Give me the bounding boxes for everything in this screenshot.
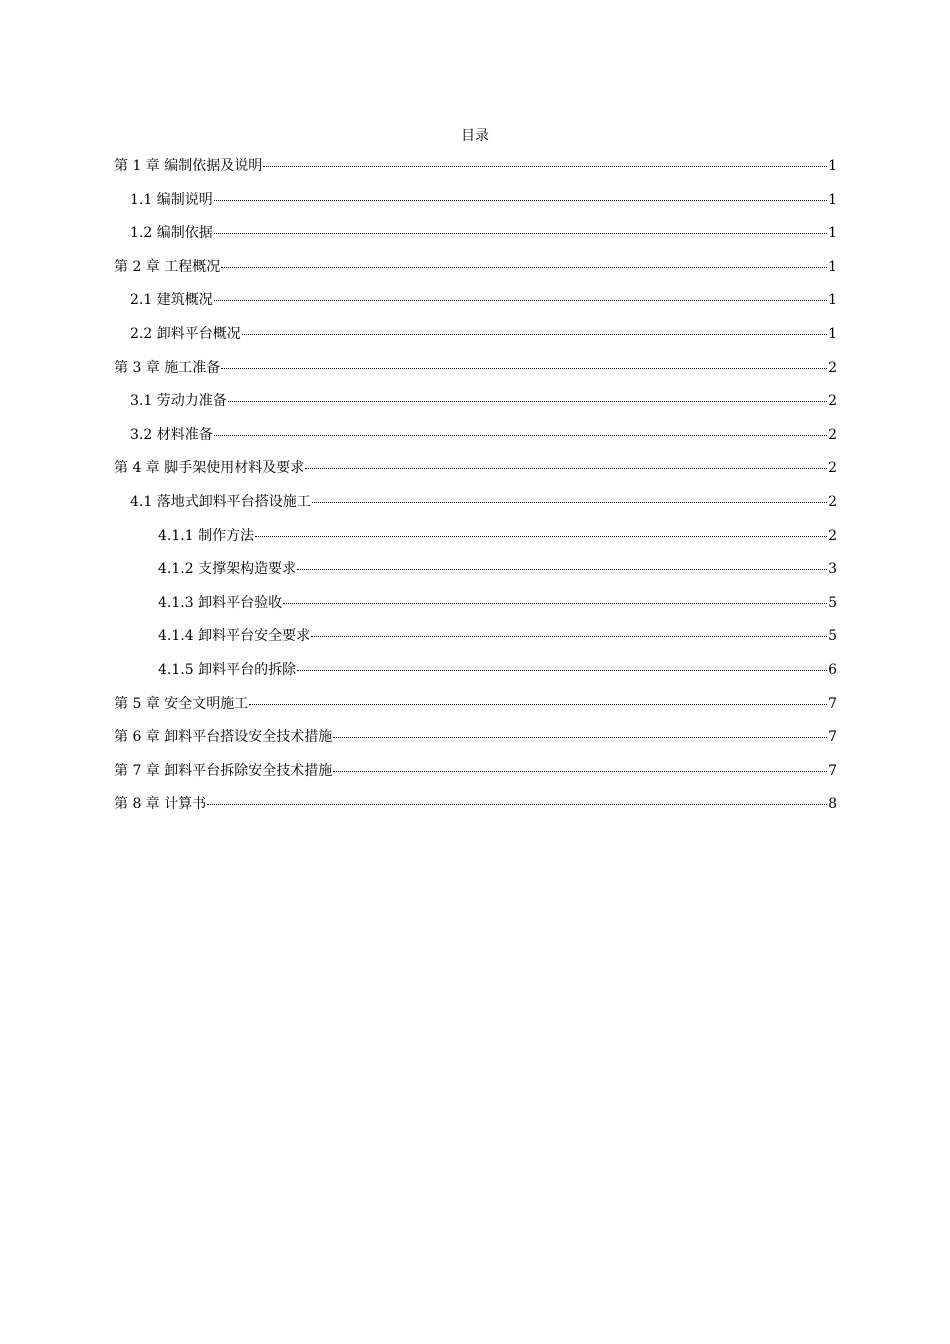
toc-page-number: 5 bbox=[828, 628, 837, 645]
toc-dot-leader bbox=[214, 300, 827, 301]
toc-entry-text: 1.1 编制说明 bbox=[130, 191, 213, 208]
toc-dot-leader bbox=[312, 502, 827, 503]
toc-entry[interactable] bbox=[114, 526, 837, 560]
toc-page-number: 1 bbox=[828, 258, 837, 275]
toc-entry-text: 4.1.1 制作方法 bbox=[158, 527, 255, 544]
toc-page-number: 1 bbox=[828, 325, 837, 342]
toc-entry[interactable] bbox=[114, 257, 837, 291]
toc-dot-leader bbox=[221, 368, 827, 369]
toc-page-number: 1 bbox=[828, 191, 837, 208]
toc-dot-leader bbox=[333, 771, 827, 772]
toc-entry-text: 第 8 章 计算书 bbox=[114, 796, 207, 813]
toc-page-number: 8 bbox=[828, 796, 837, 813]
toc-entry[interactable] bbox=[114, 559, 837, 593]
toc-entry[interactable] bbox=[114, 190, 837, 224]
toc-dot-leader bbox=[221, 267, 827, 268]
toc-entry[interactable] bbox=[114, 425, 837, 459]
toc-entry[interactable] bbox=[114, 223, 837, 257]
toc-entry-text: 第 1 章 编制依据及说明 bbox=[114, 158, 263, 174]
toc-page-number: 2 bbox=[828, 359, 837, 376]
toc-entry[interactable] bbox=[114, 727, 837, 761]
toc-dot-leader bbox=[214, 435, 827, 436]
toc-page-number: 3 bbox=[828, 561, 837, 578]
toc-entry-text: 1.2 编制依据 bbox=[130, 225, 213, 242]
toc-entry-text: 4.1.3 卸料平台验收 bbox=[158, 594, 283, 611]
toc-dot-leader bbox=[283, 603, 827, 604]
toc-page-number: 7 bbox=[828, 695, 837, 712]
toc-entry-text: 第 3 章 施工准备 bbox=[114, 359, 221, 376]
toc-page-number: 2 bbox=[828, 493, 837, 510]
toc-entry[interactable] bbox=[114, 458, 837, 492]
toc-entry[interactable] bbox=[114, 290, 837, 324]
toc-entry-text: 4.1.2 支撑架构造要求 bbox=[158, 561, 297, 578]
toc-dot-leader bbox=[333, 737, 827, 738]
toc-entry[interactable] bbox=[114, 626, 837, 660]
toc-entry-text: 3.1 劳动力准备 bbox=[130, 393, 227, 410]
toc-page-number: 2 bbox=[828, 393, 837, 410]
toc-dot-leader bbox=[255, 536, 827, 537]
toc-page-number: 2 bbox=[828, 460, 837, 477]
toc-entry[interactable] bbox=[114, 358, 837, 392]
toc-page-number: 6 bbox=[828, 661, 837, 678]
toc-entry[interactable] bbox=[114, 593, 837, 627]
toc-title: 目录 bbox=[461, 128, 489, 144]
toc-entry-text: 2.1 建筑概况 bbox=[130, 292, 213, 309]
toc-entry[interactable] bbox=[114, 324, 837, 358]
toc-entry[interactable] bbox=[114, 794, 837, 828]
toc-page-number: 2 bbox=[828, 426, 837, 443]
toc-dot-leader bbox=[249, 704, 827, 705]
toc-dot-leader bbox=[297, 569, 827, 570]
toc-entry-text: 4.1.5 卸料平台的拆除 bbox=[158, 661, 297, 678]
toc-page-number: 2 bbox=[828, 527, 837, 544]
toc-entry[interactable] bbox=[114, 660, 837, 694]
toc-entry[interactable] bbox=[114, 694, 837, 728]
table-of-contents bbox=[114, 156, 837, 828]
toc-page-number: 1 bbox=[828, 225, 837, 242]
toc-entry[interactable] bbox=[114, 761, 837, 795]
toc-dot-leader bbox=[228, 401, 827, 402]
toc-entry-text: 4.1.4 卸料平台安全要求 bbox=[158, 628, 311, 645]
toc-entry[interactable] bbox=[114, 492, 837, 526]
toc-dot-leader bbox=[214, 233, 827, 234]
toc-entry-text: 4.1 落地式卸料平台搭设施工 bbox=[130, 493, 311, 510]
toc-page-number: 1 bbox=[828, 158, 837, 174]
toc-entry-text: 第 4 章 脚手架使用材料及要求 bbox=[114, 460, 305, 477]
toc-dot-leader bbox=[305, 468, 827, 469]
toc-entry-text: 3.2 材料准备 bbox=[130, 426, 213, 443]
toc-entry-text: 第 6 章 卸料平台搭设安全技术措施 bbox=[114, 729, 333, 746]
toc-entry-text: 2.2 卸料平台概况 bbox=[130, 325, 241, 342]
toc-page-number: 5 bbox=[828, 594, 837, 611]
toc-entry[interactable] bbox=[114, 156, 837, 190]
toc-dot-leader bbox=[311, 636, 827, 637]
toc-entry[interactable] bbox=[114, 391, 837, 425]
toc-dot-leader bbox=[297, 670, 827, 671]
toc-dot-leader bbox=[207, 804, 827, 805]
toc-entry-text: 第 2 章 工程概况 bbox=[114, 258, 221, 275]
toc-page-number: 7 bbox=[828, 762, 837, 779]
toc-dot-leader bbox=[214, 200, 827, 201]
toc-page-number: 1 bbox=[828, 292, 837, 309]
toc-dot-leader bbox=[242, 334, 827, 335]
toc-dot-leader bbox=[263, 166, 827, 167]
toc-entry-text: 第 5 章 安全文明施工 bbox=[114, 695, 249, 712]
toc-page-number: 7 bbox=[828, 729, 837, 746]
toc-entry-text: 第 7 章 卸料平台拆除安全技术措施 bbox=[114, 762, 333, 779]
